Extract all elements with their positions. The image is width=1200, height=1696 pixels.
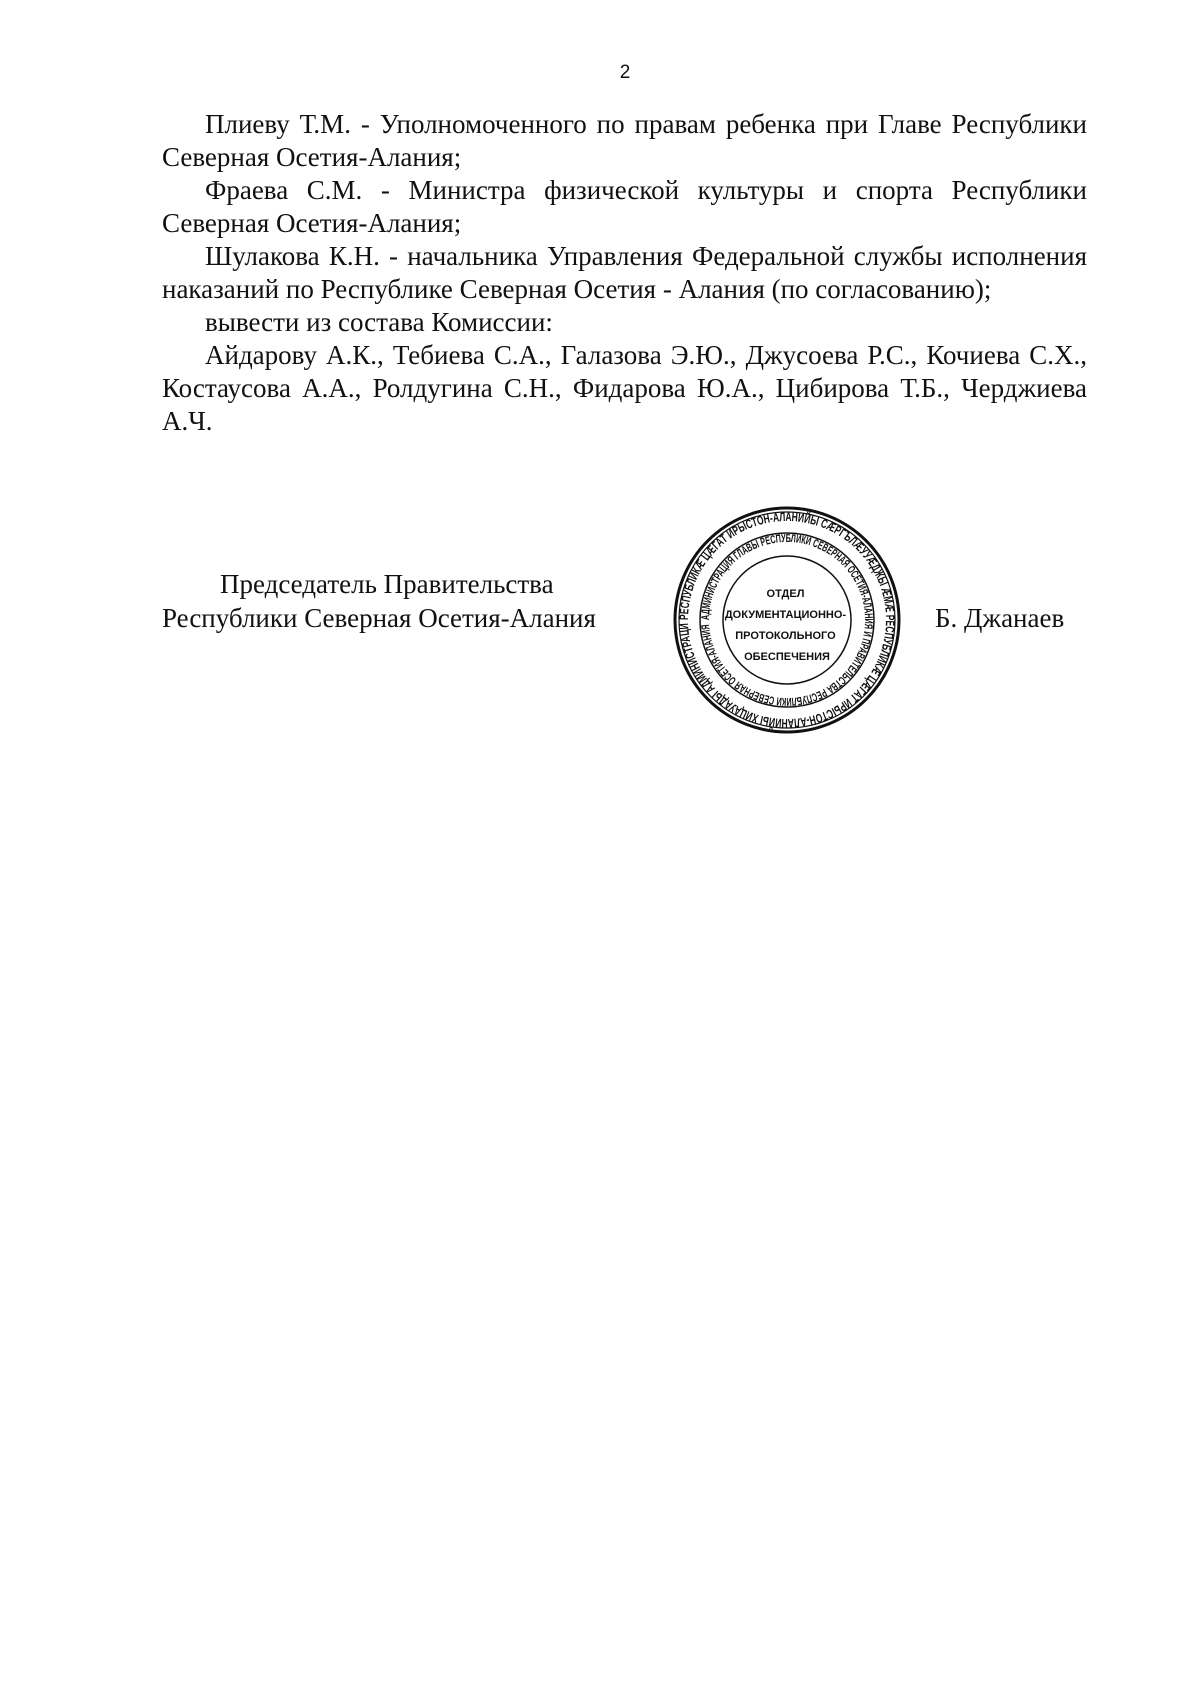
seal-center-line-1: ОТДЕЛ — [766, 588, 805, 600]
document-body — [162, 108, 1087, 438]
seal-center-line-4: ОБЕСПЕЧЕНИЯ — [744, 651, 830, 663]
paragraph-plieva: Плиеву Т.М. - Уполномоченного по правам ребенка при Главе Республики Северная Осетия-Алания; — [162, 109, 1087, 172]
paragraph-remove-heading: вывести из состава Комиссии: — [205, 307, 553, 337]
paragraph-shulakova: Шулакова К.Н. - начальника Управления Федеральной службы исполнения наказаний по Республике Северная Осетия - Алания (по согласованию); — [162, 241, 1087, 304]
signatory-name: Б. Джанаев — [935, 603, 1065, 633]
seal-center-line-3: ПРОТОКОЛЬНОГО — [735, 630, 836, 642]
signatory-position-line-1: Председатель Правительства — [220, 569, 554, 599]
svg-text:ОТДЕЛ ДОКУМЕНТАЦИОННО- — [725, 588, 849, 663]
seal-center-line-2: ДОКУМЕНТАЦИОННО- — [724, 609, 847, 621]
signatory-position-line-2: Республики Северная Осетия-Алания — [162, 603, 596, 633]
signatory-position — [162, 567, 596, 635]
seal-middle-ring-text: АДМИНИСТРАЦИЯ ГЛАВЫ РЕСПУБЛИКИ СЕВЕРНАЯ ОСЕТИЯ-АЛАНИЯ И ПРАВИТЕЛЬСТВА РЕСПУБЛИКИ СЕВЕРНАЯ ОСЕТИЯ-АЛАНИЯ — [699, 532, 875, 708]
page-number: 2 — [619, 62, 631, 83]
paragraph-fraeva: Фраева С.М. - Министра физической культуры и спорта Республики Северная Осетия-Алания; — [162, 175, 1087, 238]
seal-outer-ring-text: РЕСПУБЛИКӔ ЦӔГАТ ИРЫСТОН-АЛАНИЙЫ СӔРГЪЛӔУУӔДЖЫ ӔМӔ РЕСПУБЛИКӔ ЦӔГАТ ИРЫСТОН-АЛАНИЙЫ ХИЦАУАДЫ АДМИНИСТРАЦИ — [676, 509, 898, 731]
official-seal — [672, 505, 902, 735]
paragraph-removed-members: Айдарову А.К., Тебиева С.А., Галазова Э.Ю., Джусоева Р.С., Кочиева С.Х., Костаусова А.А., Ролдугина С.Н., Фидарова Ю.А., Цибирова Т.Б., Черджиева А.Ч. — [162, 340, 1087, 436]
